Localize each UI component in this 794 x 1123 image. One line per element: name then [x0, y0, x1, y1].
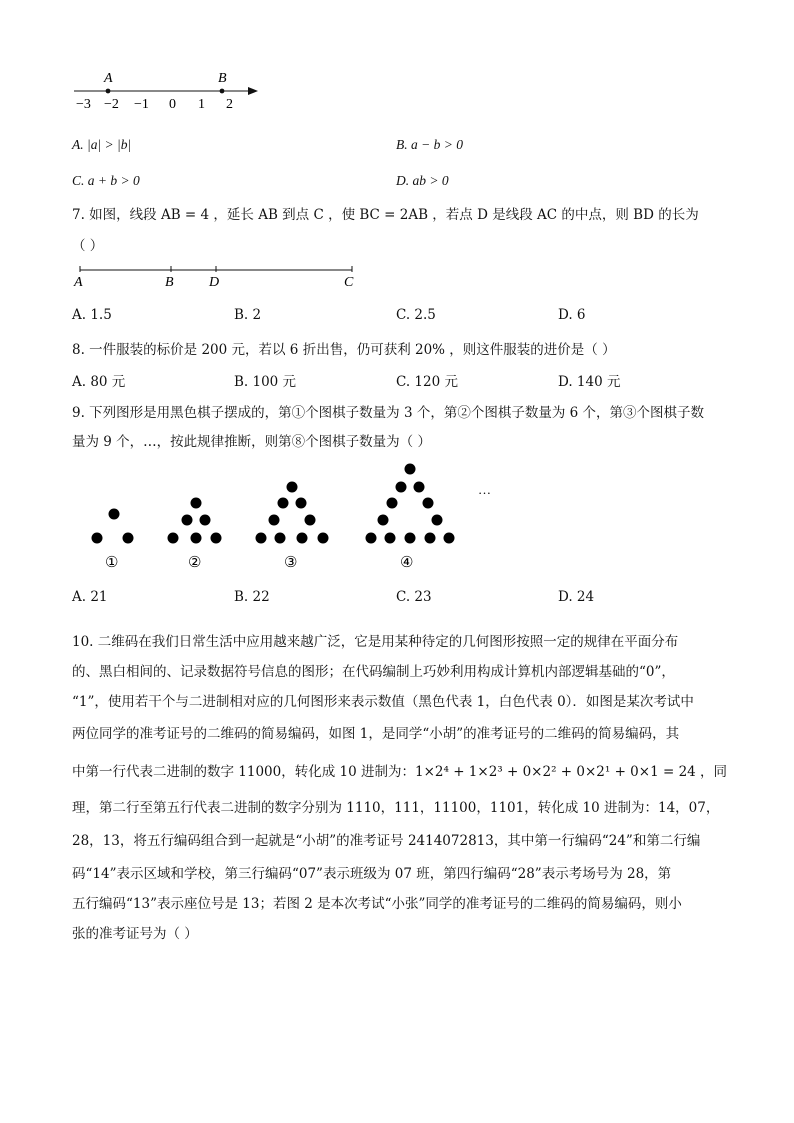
pattern-3	[256, 482, 329, 544]
point-b-dot	[220, 89, 225, 94]
figure-label-4: ④	[400, 555, 414, 571]
tick-label: 1	[198, 97, 205, 112]
q10-line-3: “1”，使用若干个与二进制相对应的几何图形来表示数值（黑色代表 1，白色代表 0）．如图是某次考试中	[72, 694, 694, 710]
q10-line-7: 28，13，将五行编码组合到一起就是“小胡”的准考证号 2414072813，其中第一行编码“24”和第二行编	[72, 833, 701, 849]
q8-option-b: B. 100 元	[234, 374, 297, 390]
chess-piece	[123, 533, 134, 544]
chess-piece	[425, 533, 436, 544]
q10-line-1: 10. 二维码在我们日常生活中应用越来越广泛，它是用某种待定的几何图形按照一定的规律在平面分布	[72, 634, 679, 650]
segment-figure	[66, 258, 366, 292]
q8-option-c: C. 120 元	[396, 374, 458, 390]
tick-label: −1	[134, 97, 149, 112]
chess-piece	[378, 515, 389, 526]
chess-pattern-figure	[80, 456, 500, 576]
chess-piece	[92, 533, 103, 544]
label-d: D	[209, 275, 220, 290]
chess-piece	[405, 464, 416, 475]
chess-piece	[366, 533, 377, 544]
pattern-2	[168, 498, 222, 544]
chess-piece	[287, 482, 298, 493]
q7-option-d: D. 6	[558, 307, 586, 323]
chess-piece	[318, 533, 329, 544]
figure-label-3: ③	[284, 555, 298, 571]
q10-line-2: 的、黑白相间的、记录数据符号信息的图形；在代码编制上巧妙利用构成计算机内部逻辑基础的“0”，	[72, 664, 675, 680]
chess-piece	[269, 515, 280, 526]
chess-piece	[278, 498, 289, 509]
chess-piece	[405, 533, 416, 544]
q7-stem-line2: （ ）	[72, 238, 104, 254]
q9-stem-line1: 9. 下列图形是用黑色棋子摆成的，第①个图棋子数量为 3 个，第②个图棋子数量为 6 个，第③个图棋子数	[72, 405, 705, 421]
q6-option-c: C. a + b > 0	[72, 173, 140, 188]
q8-option-d: D. 140 元	[558, 374, 621, 390]
label-a: A	[74, 275, 83, 290]
label-b: B	[165, 275, 174, 290]
ellipsis-mark: …	[478, 482, 491, 497]
chess-piece	[200, 515, 211, 526]
chess-piece	[305, 515, 316, 526]
q8-stem: 8. 一件服装的标价是 200 元，若以 6 折出售，仍可获利 20% ，则这件服装的进价是（ ）	[72, 342, 616, 358]
point-a-dot	[106, 89, 111, 94]
label-c: C	[344, 275, 354, 290]
q10-line-8: 码“14”表示区域和学校，第三行编码“07”表示班级为 07 班，第四行编码“28”表示考场号为 28，第	[72, 866, 672, 882]
q10-line-4: 两位同学的准考证号的二维码的简易编码，如图 1，是同学“小胡”的准考证号的二维码的简易编码，其	[72, 726, 680, 742]
tick-label: 2	[226, 97, 233, 112]
figure-label-2: ②	[188, 555, 202, 571]
q9-option-b: B. 22	[234, 589, 270, 605]
chess-piece	[396, 482, 407, 493]
chess-piece	[297, 533, 308, 544]
tick-label: 0	[169, 97, 176, 112]
chess-piece	[414, 482, 425, 493]
point-a-label: A	[104, 71, 113, 86]
tick-label: −2	[104, 97, 119, 112]
chess-piece	[191, 533, 202, 544]
tick-label: −3	[76, 97, 91, 112]
q7-option-b: B. 2	[234, 307, 262, 323]
q8-option-a: A. 80 元	[72, 374, 126, 390]
chess-piece	[256, 533, 267, 544]
q10-line-5: 中第一行代表二进制的数字 11000，转化成 10 进制为：1×2⁴ + 1×2³ + 0×2² + 0×2¹ + 0×1 = 24 ，同	[72, 764, 728, 780]
chess-piece	[168, 533, 179, 544]
pattern-1	[92, 509, 134, 544]
chess-piece	[191, 498, 202, 509]
chess-piece	[387, 498, 398, 509]
chess-piece	[423, 498, 434, 509]
q9-stem-line2: 量为 9 个，…，按此规律推断，则第⑧个图棋子数量为（ ）	[72, 434, 431, 450]
chess-piece	[432, 515, 443, 526]
q9-option-c: C. 23	[396, 589, 432, 605]
chess-piece	[296, 498, 307, 509]
q7-stem-line1: 7. 如图，线段 AB = 4 ，延长 AB 到点 C ，使 BC = 2AB ，若点 D 是线段 AC 的中点，则 BD 的长为	[72, 207, 699, 223]
q7-option-a: A. 1.5	[72, 307, 112, 323]
q10-line-9: 五行编码“13”表示座位号是 13；若图 2 是本次考试“小张”同学的准考证号的二维码的简易编码，则小	[72, 896, 682, 912]
figure-label-1: ①	[105, 555, 119, 571]
chess-piece	[275, 533, 286, 544]
chess-piece	[211, 533, 222, 544]
point-b-label: B	[218, 71, 227, 86]
q6-option-d: D. ab > 0	[396, 173, 449, 188]
chess-piece	[182, 515, 193, 526]
q6-option-b: B. a − b > 0	[396, 137, 463, 152]
chess-piece	[444, 533, 455, 544]
q9-option-a: A. 21	[72, 589, 108, 605]
chess-piece	[385, 533, 396, 544]
q10-line-6: 理，第二行至第五行代表二进制的数字分别为 1110，111，11100，1101，转化成 10 进制为：14，07，	[72, 800, 720, 816]
chess-piece	[109, 509, 120, 520]
q6-option-a: A. |a| > |b|	[72, 137, 132, 152]
number-line-figure	[66, 66, 266, 112]
q9-option-d: D. 24	[558, 589, 595, 605]
q10-line-10: 张的准考证号为（ ）	[72, 926, 198, 942]
pattern-4	[366, 464, 455, 544]
q7-option-c: C. 2.5	[396, 307, 436, 323]
number-line-arrow	[248, 87, 258, 95]
